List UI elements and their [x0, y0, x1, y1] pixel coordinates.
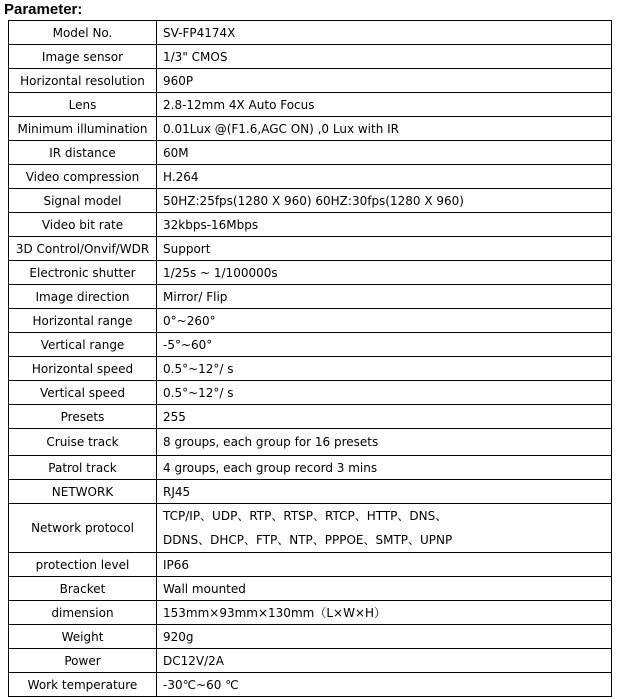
row-label: Image direction: [9, 285, 157, 309]
row-label: Work temperature: [9, 673, 157, 697]
row-label: Signal model: [9, 189, 157, 213]
row-label: Patrol track: [9, 456, 157, 480]
row-value: Wall mounted: [157, 577, 612, 601]
table-row: [9, 649, 612, 673]
protocol-line-1: TCP/IP、UDP、RTP、RTSP、RTCP、HTTP、DNS、: [163, 509, 448, 523]
row-label: Horizontal range: [9, 309, 157, 333]
protocol-line-2: DDNS、DHCP、FTP、NTP、PPPOE、SMTP、UPNP: [163, 533, 453, 547]
row-label: Weight: [9, 625, 157, 649]
table-row: [9, 141, 612, 165]
table-row: [9, 333, 612, 357]
row-label: Cruise track: [9, 429, 157, 456]
row-value: 8 groups, each group for 16 presets: [157, 429, 612, 456]
table-row: [9, 405, 612, 429]
table-row: [9, 261, 612, 285]
spec-table: [8, 20, 612, 697]
row-label: Power: [9, 649, 157, 673]
row-label: NETWORK: [9, 480, 157, 504]
row-value: Mirror/ Flip: [157, 285, 612, 309]
row-label: Bracket: [9, 577, 157, 601]
row-label: Model No.: [9, 21, 157, 45]
row-label: Minimum illumination: [9, 117, 157, 141]
row-value: 60M: [157, 141, 612, 165]
page-title: Parameter:: [4, 1, 83, 18]
row-value: H.264: [157, 165, 612, 189]
table-row: [9, 553, 612, 577]
table-row: [9, 69, 612, 93]
table-row: [9, 189, 612, 213]
row-value: 153mm×93mm×130mm（L×W×H）: [157, 601, 612, 625]
row-label: dimension: [9, 601, 157, 625]
table-row: [9, 213, 612, 237]
table-row: [9, 237, 612, 261]
table-row: [9, 165, 612, 189]
row-label: Electronic shutter: [9, 261, 157, 285]
row-value: 0.5°~12°/ s: [157, 357, 612, 381]
row-value: -30℃~60 ℃: [157, 673, 612, 697]
row-value: 4 groups, each group record 3 mins: [157, 456, 612, 480]
row-value: 0.01Lux @(F1.6,AGC ON) ,0 Lux with IR: [157, 117, 612, 141]
table-row: [9, 117, 612, 141]
row-label: Network protocol: [9, 504, 157, 553]
table-row: [9, 309, 612, 333]
row-value: -5°~60°: [157, 333, 612, 357]
table-row: [9, 45, 612, 69]
table-row: [9, 381, 612, 405]
table-row: [9, 601, 612, 625]
row-value: 0.5°~12°/ s: [157, 381, 612, 405]
table-row: [9, 456, 612, 480]
row-value: [157, 504, 612, 553]
row-value: DC12V/2A: [157, 649, 612, 673]
table-row: [9, 673, 612, 697]
row-value: 2.8-12mm 4X Auto Focus: [157, 93, 612, 117]
table-row: [9, 93, 612, 117]
row-value: 1/25s ~ 1/100000s: [157, 261, 612, 285]
table-row: [9, 21, 612, 45]
row-value: 920g: [157, 625, 612, 649]
row-value: SV-FP4174X: [157, 21, 612, 45]
row-label: Video compression: [9, 165, 157, 189]
row-value: IP66: [157, 553, 612, 577]
row-label: Vertical speed: [9, 381, 157, 405]
table-row: [9, 357, 612, 381]
table-row: [9, 577, 612, 601]
row-value: Support: [157, 237, 612, 261]
table-row: [9, 504, 612, 553]
row-label: Horizontal speed: [9, 357, 157, 381]
row-label: 3D Control/Onvif/WDR: [9, 237, 157, 261]
table-row: [9, 285, 612, 309]
table-row: [9, 625, 612, 649]
row-label: Presets: [9, 405, 157, 429]
row-label: Image sensor: [9, 45, 157, 69]
table-row: [9, 429, 612, 456]
row-value: 50HZ:25fps(1280 X 960) 60HZ:30fps(1280 X 960): [157, 189, 612, 213]
row-value: 255: [157, 405, 612, 429]
row-label: Vertical range: [9, 333, 157, 357]
row-value: RJ45: [157, 480, 612, 504]
row-label: Lens: [9, 93, 157, 117]
row-value: 1/3" CMOS: [157, 45, 612, 69]
row-value: 0°~260°: [157, 309, 612, 333]
row-label: Horizontal resolution: [9, 69, 157, 93]
row-value: 32kbps-16Mbps: [157, 213, 612, 237]
row-label: protection level: [9, 553, 157, 577]
row-label: Video bit rate: [9, 213, 157, 237]
row-label: IR distance: [9, 141, 157, 165]
table-row: [9, 480, 612, 504]
row-value: 960P: [157, 69, 612, 93]
